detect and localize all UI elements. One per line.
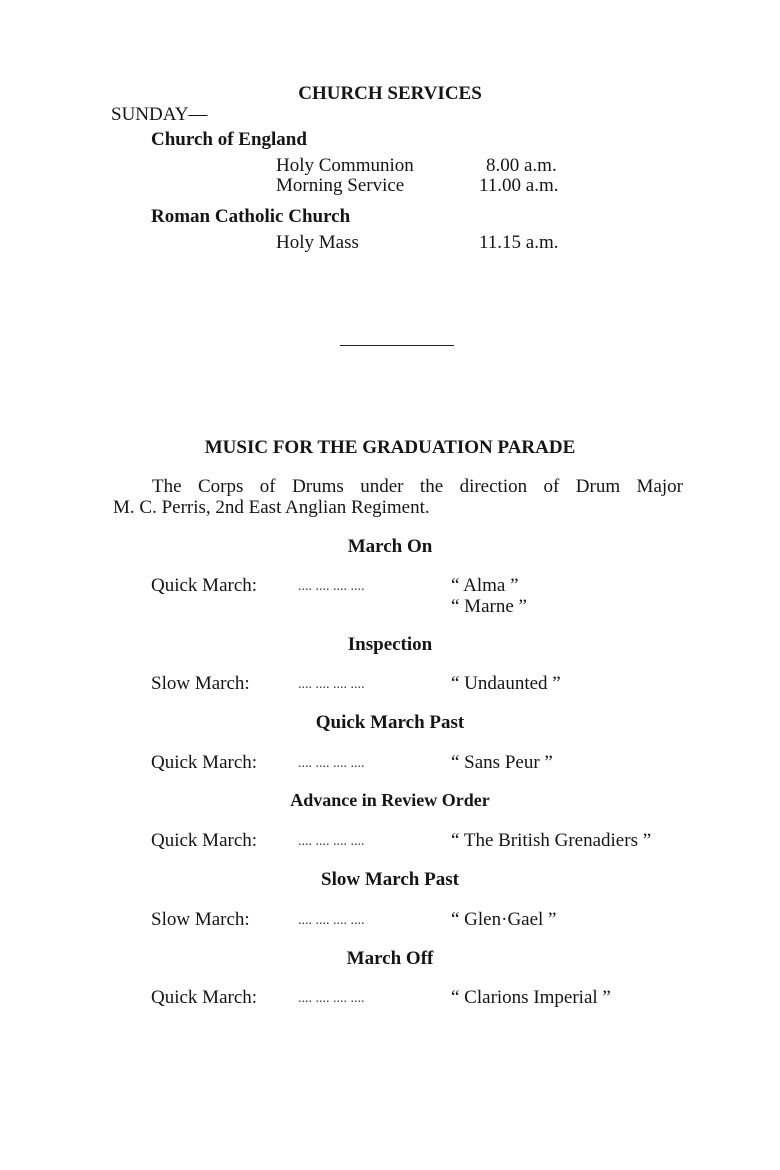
denomination-church-of-england: Church of England — [151, 129, 307, 150]
march-type: Quick March: — [151, 575, 258, 596]
tune-title: “ Undaunted ” — [451, 673, 561, 694]
tune-title: “ Clarions Imperial ” — [451, 987, 611, 1008]
section-heading: Advance in Review Order — [290, 790, 490, 810]
section-heading: Inspection — [347, 634, 433, 655]
tune-title: “ Glen·Gael ” — [451, 909, 557, 930]
march-type: Slow March: — [151, 909, 250, 930]
music-intro-line: The Corps of Drums under the direction of Drum Major — [152, 476, 683, 497]
section-heading: Slow March Past — [321, 869, 459, 890]
tune-title: “ Marne ” — [451, 596, 527, 617]
service-name: Holy Mass — [276, 232, 359, 253]
service-time: 11.00 a.m. — [479, 175, 559, 196]
tune-title: “ Alma ” — [451, 575, 519, 596]
march-type: Quick March: — [151, 987, 258, 1008]
service-time: 8.00 a.m. — [486, 155, 557, 176]
denomination-roman-catholic: Roman Catholic Church — [151, 206, 351, 227]
sunday-label: SUNDAY— — [111, 104, 208, 125]
leader-dots: .... .... .... .... — [298, 913, 365, 928]
music-intro — [113, 476, 683, 518]
leader-dots: .... .... .... .... — [298, 579, 365, 594]
service-name: Holy Communion — [276, 155, 414, 176]
service-name: Morning Service — [276, 175, 405, 196]
march-type: Quick March: — [151, 752, 258, 773]
tune-title: “ The British Grenadiers ” — [451, 830, 652, 851]
leader-dots: .... .... .... .... — [298, 756, 365, 771]
section-heading: Quick March Past — [315, 712, 465, 733]
march-type: Slow March: — [151, 673, 250, 694]
music-intro-line: M. C. Perris, 2nd East Anglian Regiment. — [113, 497, 430, 518]
section-divider — [340, 345, 454, 346]
music-title: MUSIC FOR THE GRADUATION PARADE — [204, 437, 576, 458]
tune-title: “ Sans Peur ” — [451, 752, 553, 773]
leader-dots: .... .... .... .... — [298, 991, 365, 1006]
church-services-title: CHURCH SERVICES — [298, 83, 482, 104]
leader-dots: .... .... .... .... — [298, 677, 365, 692]
section-heading: March On — [347, 536, 433, 557]
march-type: Quick March: — [151, 830, 258, 851]
section-heading: March Off — [346, 948, 434, 969]
leader-dots: .... .... .... .... — [298, 834, 365, 849]
service-time: 11.15 a.m. — [479, 232, 559, 253]
